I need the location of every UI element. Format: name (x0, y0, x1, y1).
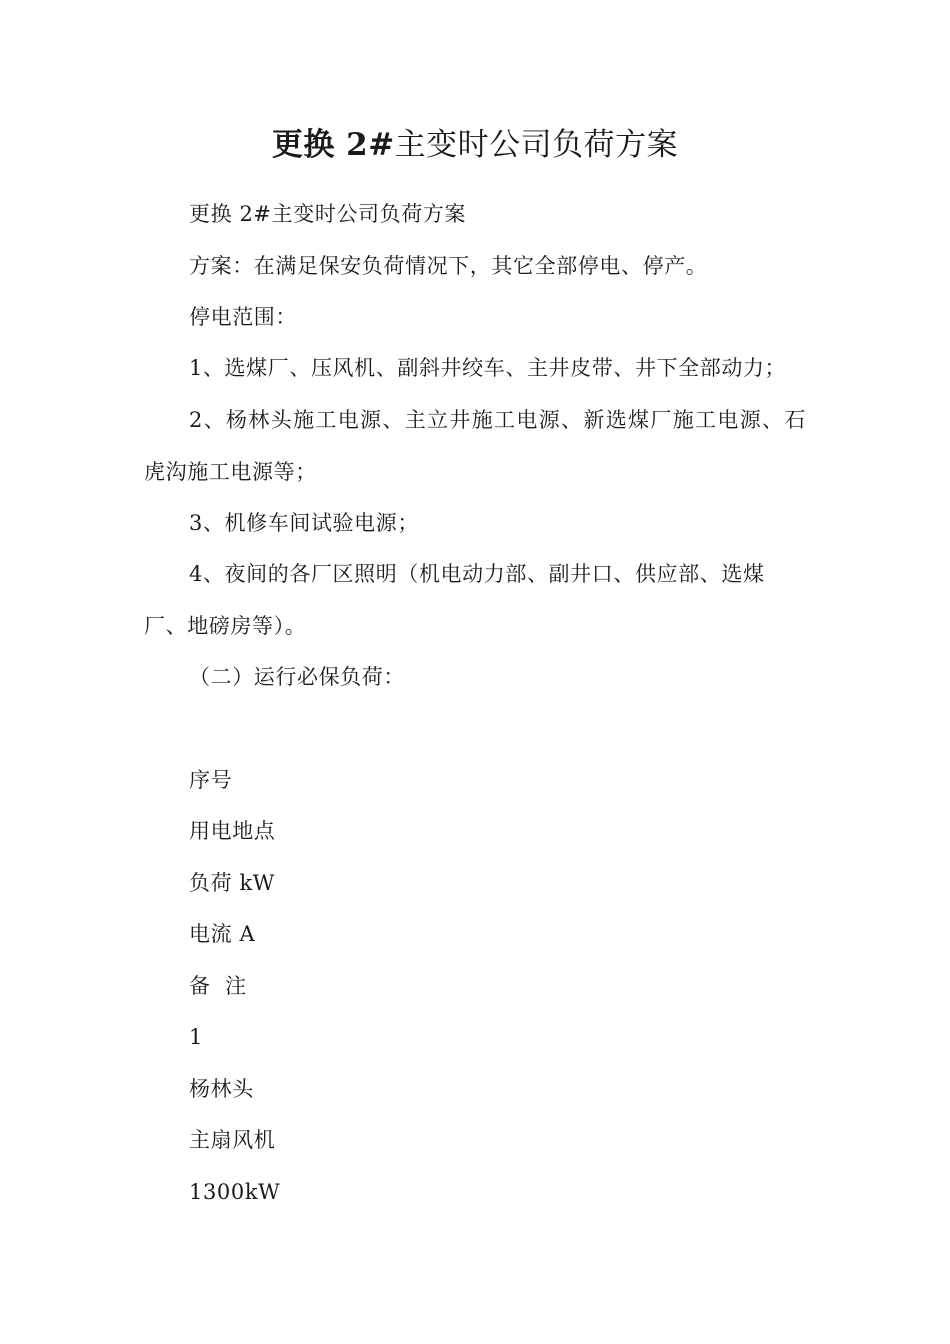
document-title (0, 122, 950, 168)
plan-paragraph: 方案：在满足保安负荷情况下，其它全部停电、停产。 (189, 254, 708, 278)
table-header-cell: 负荷 kW (189, 871, 275, 895)
list-item-1: 1、选煤厂、压风机、副斜井绞车、主井皮带、井下全部动力； (189, 356, 787, 380)
table-header-cell: 电流 A (189, 922, 256, 946)
title-text: 主变时公司负荷方案 (394, 127, 679, 163)
list-item-2-line-2: 虎沟施工电源等； (144, 460, 317, 484)
table-cell: 杨林头 (189, 1077, 254, 1101)
list-item-4-line-2: 厂、地磅房等）。 (144, 614, 307, 638)
title-number: 更换 2# (271, 127, 395, 163)
table-header-cell: 备 注 (189, 974, 247, 998)
table-cell: 1 (189, 1025, 203, 1049)
section-2-heading: （二）运行必保负荷： (189, 665, 405, 689)
list-item-2-line-1: 2、杨林头施工电源、主立井施工电源、新选煤厂施工电源、石 (189, 408, 806, 432)
list-item-3: 3、机修车间试验电源； (189, 511, 419, 535)
table-header-cell: 用电地点 (189, 819, 276, 843)
table-cell: 1300kW (189, 1180, 281, 1204)
list-item-4-line-1: 4、夜间的各厂区照明（机电动力部、副井口、供应部、选煤 (189, 562, 765, 586)
table-header-cell: 序号 (189, 768, 233, 792)
table-cell: 主扇风机 (189, 1128, 276, 1152)
subtitle-paragraph: 更换 2#主变时公司负荷方案 (189, 202, 467, 226)
scope-heading: 停电范围： (189, 305, 297, 329)
